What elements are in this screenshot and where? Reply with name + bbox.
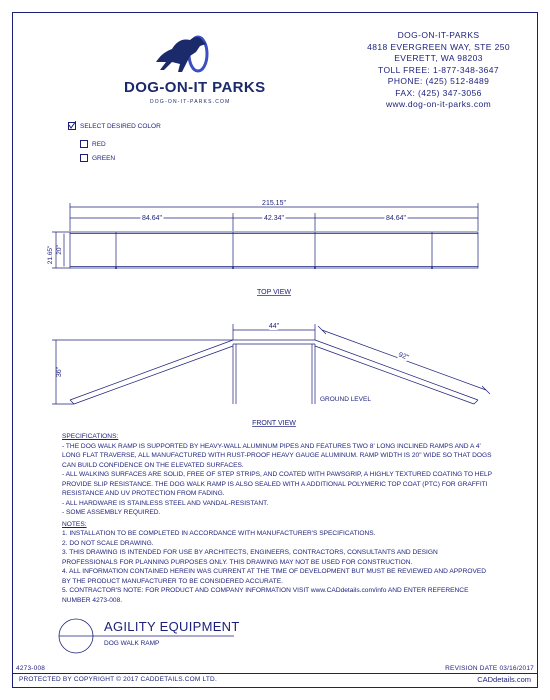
width-outer-dim: 21.65" <box>47 245 54 265</box>
note-item: 5. CONTRACTOR'S NOTE: FOR PRODUCT AND COMPANY INFORMATION VISIT www.CADdetails.com/info AND ENTER REFERENCE NUMBER 4273-008. <box>62 587 469 604</box>
note-item: 3. THIS DRAWING IS INTENDED FOR USE BY ARCHITECTS, ENGINEERS, CONTRACTORS, CONSULTANTS AND DESIGN PROFESSIONALS FOR PLANNING PURPOSES ONLY. THIS DRAWING MAY NOT BE USED FOR CONSTRUCTION. <box>62 549 438 566</box>
company-contact-block <box>367 30 510 111</box>
color-option-green[interactable] <box>68 152 161 166</box>
notes-heading: NOTES: <box>62 520 87 528</box>
red-label: RED <box>92 141 106 148</box>
color-option-red[interactable] <box>68 138 161 152</box>
logo-wordmark: DOG-ON-IT PARKS <box>124 79 266 96</box>
dog-logo-icon <box>150 32 220 78</box>
segment3-dim: 84.64" <box>385 215 407 222</box>
spec-item: - SOME ASSEMBLY REQUIRED. <box>62 509 161 516</box>
red-checkbox[interactable] <box>80 140 88 148</box>
note-item: 1. INSTALLATION TO BE COMPLETED IN ACCORDANCE WITH MANUFACTURER'S SPECIFICATIONS. <box>62 530 376 537</box>
spec-item: - ALL HARDWARE IS STAINLESS STEEL AND VANDAL-RESISTANT. <box>62 499 269 507</box>
top-length-dim: 44" <box>268 323 280 330</box>
reference-number: 4273-008 <box>16 665 46 672</box>
top-view-drawing <box>0 195 550 305</box>
segment1-dim: 84.64" <box>141 215 163 222</box>
company-website[interactable]: www.dog-on-it-parks.com <box>385 99 492 109</box>
revision-date: REVISION DATE 03/16/2017 <box>445 665 534 672</box>
green-label: GREEN <box>92 155 116 162</box>
select-color-row <box>68 120 161 134</box>
note-item: 2. DO NOT SCALE DRAWING. <box>62 539 154 547</box>
specs-and-notes <box>62 432 492 605</box>
color-selector <box>68 120 161 166</box>
company-address-line1: 4818 EVERGREEN WAY, STE 250 <box>367 41 510 52</box>
height-dim: 36" <box>56 366 63 378</box>
company-tollfree: TOLL FREE: 1-877-348-3647 <box>378 64 500 75</box>
company-address-line2: EVERETT, WA 98203 <box>394 53 483 63</box>
company-phone: PHONE: (425) 512-8489 <box>387 76 490 86</box>
spec-item: - ALL WALKING SURFACES ARE SOLID, FREE OF STEP STRIPS, AND COATED WITH PAWSGRIP, A HIGHLY TEXTURED COATING TO HELP PROVIDE SLIP RESISTANCE. THE DOG WALK RAMP IS ALSO SEALED WITH A ADDITIONAL POLYMERIC TOP COAT (PTC) FOR GRAFFITI RESISTANCE AND UV PROTECTION FROM FADING. <box>62 471 492 497</box>
drawing-subtitle: DOG WALK RAMP <box>104 640 160 647</box>
company-fax: FAX: (425) 347-3056 <box>395 87 482 98</box>
width-inner-dim: 20" <box>56 245 63 255</box>
spec-item: - THE DOG WALK RAMP IS SUPPORTED BY HEAVY-WALL ALUMINUM PIPES AND FEATURES TWO 8' LONG INCLINED RAMPS AND A 4' LONG FLAT TRAVERSE, ALL MANUFACTURED WITH RUST-PROOF HEAVY GAUGE ALUMINUM. RAMP WIDTH IS 20" WIDE SO THAT DOGS CAN BUILD CONFIDENCE ON THE ELEVATED SURFACES. <box>62 442 492 469</box>
front-view-label: FRONT VIEW <box>252 420 296 427</box>
drawing-title: AGILITY EQUIPMENT <box>104 619 240 634</box>
caddetails-brand[interactable]: CADdetails.com <box>477 675 531 684</box>
top-view-label: TOP VIEW <box>257 289 291 296</box>
overall-length-dim: 215.15" <box>262 200 286 207</box>
note-item: 4. ALL INFORMATION CONTAINED HEREIN WAS CURRENT AT THE TIME OF DEVELOPMENT BUT MUST BE REVIEWED AND APPROVED BY THE PRODUCT MANUFACTURER TO BE CONSIDERED ACCURATE. <box>62 568 487 585</box>
ground-level-label: GROUND LEVEL <box>320 396 371 403</box>
company-name: DOG-ON-IT-PARKS <box>397 30 480 40</box>
checked-box-icon[interactable] <box>68 122 76 130</box>
front-view-drawing <box>0 318 550 430</box>
specifications-heading: SPECIFICATIONS: <box>62 433 119 440</box>
logo-url: DOG-ON-IT-PARKS.COM <box>150 99 231 105</box>
select-color-label: SELECT DESIRED COLOR <box>80 123 161 130</box>
segment2-dim: 42.34" <box>263 215 285 222</box>
footer-bar <box>12 674 538 688</box>
ramp-length-dim: 92" <box>397 351 410 362</box>
green-checkbox[interactable] <box>80 154 88 162</box>
copyright-text: PROTECTED BY COPYRIGHT © 2017 CADDETAILS.COM LTD. <box>19 676 217 683</box>
